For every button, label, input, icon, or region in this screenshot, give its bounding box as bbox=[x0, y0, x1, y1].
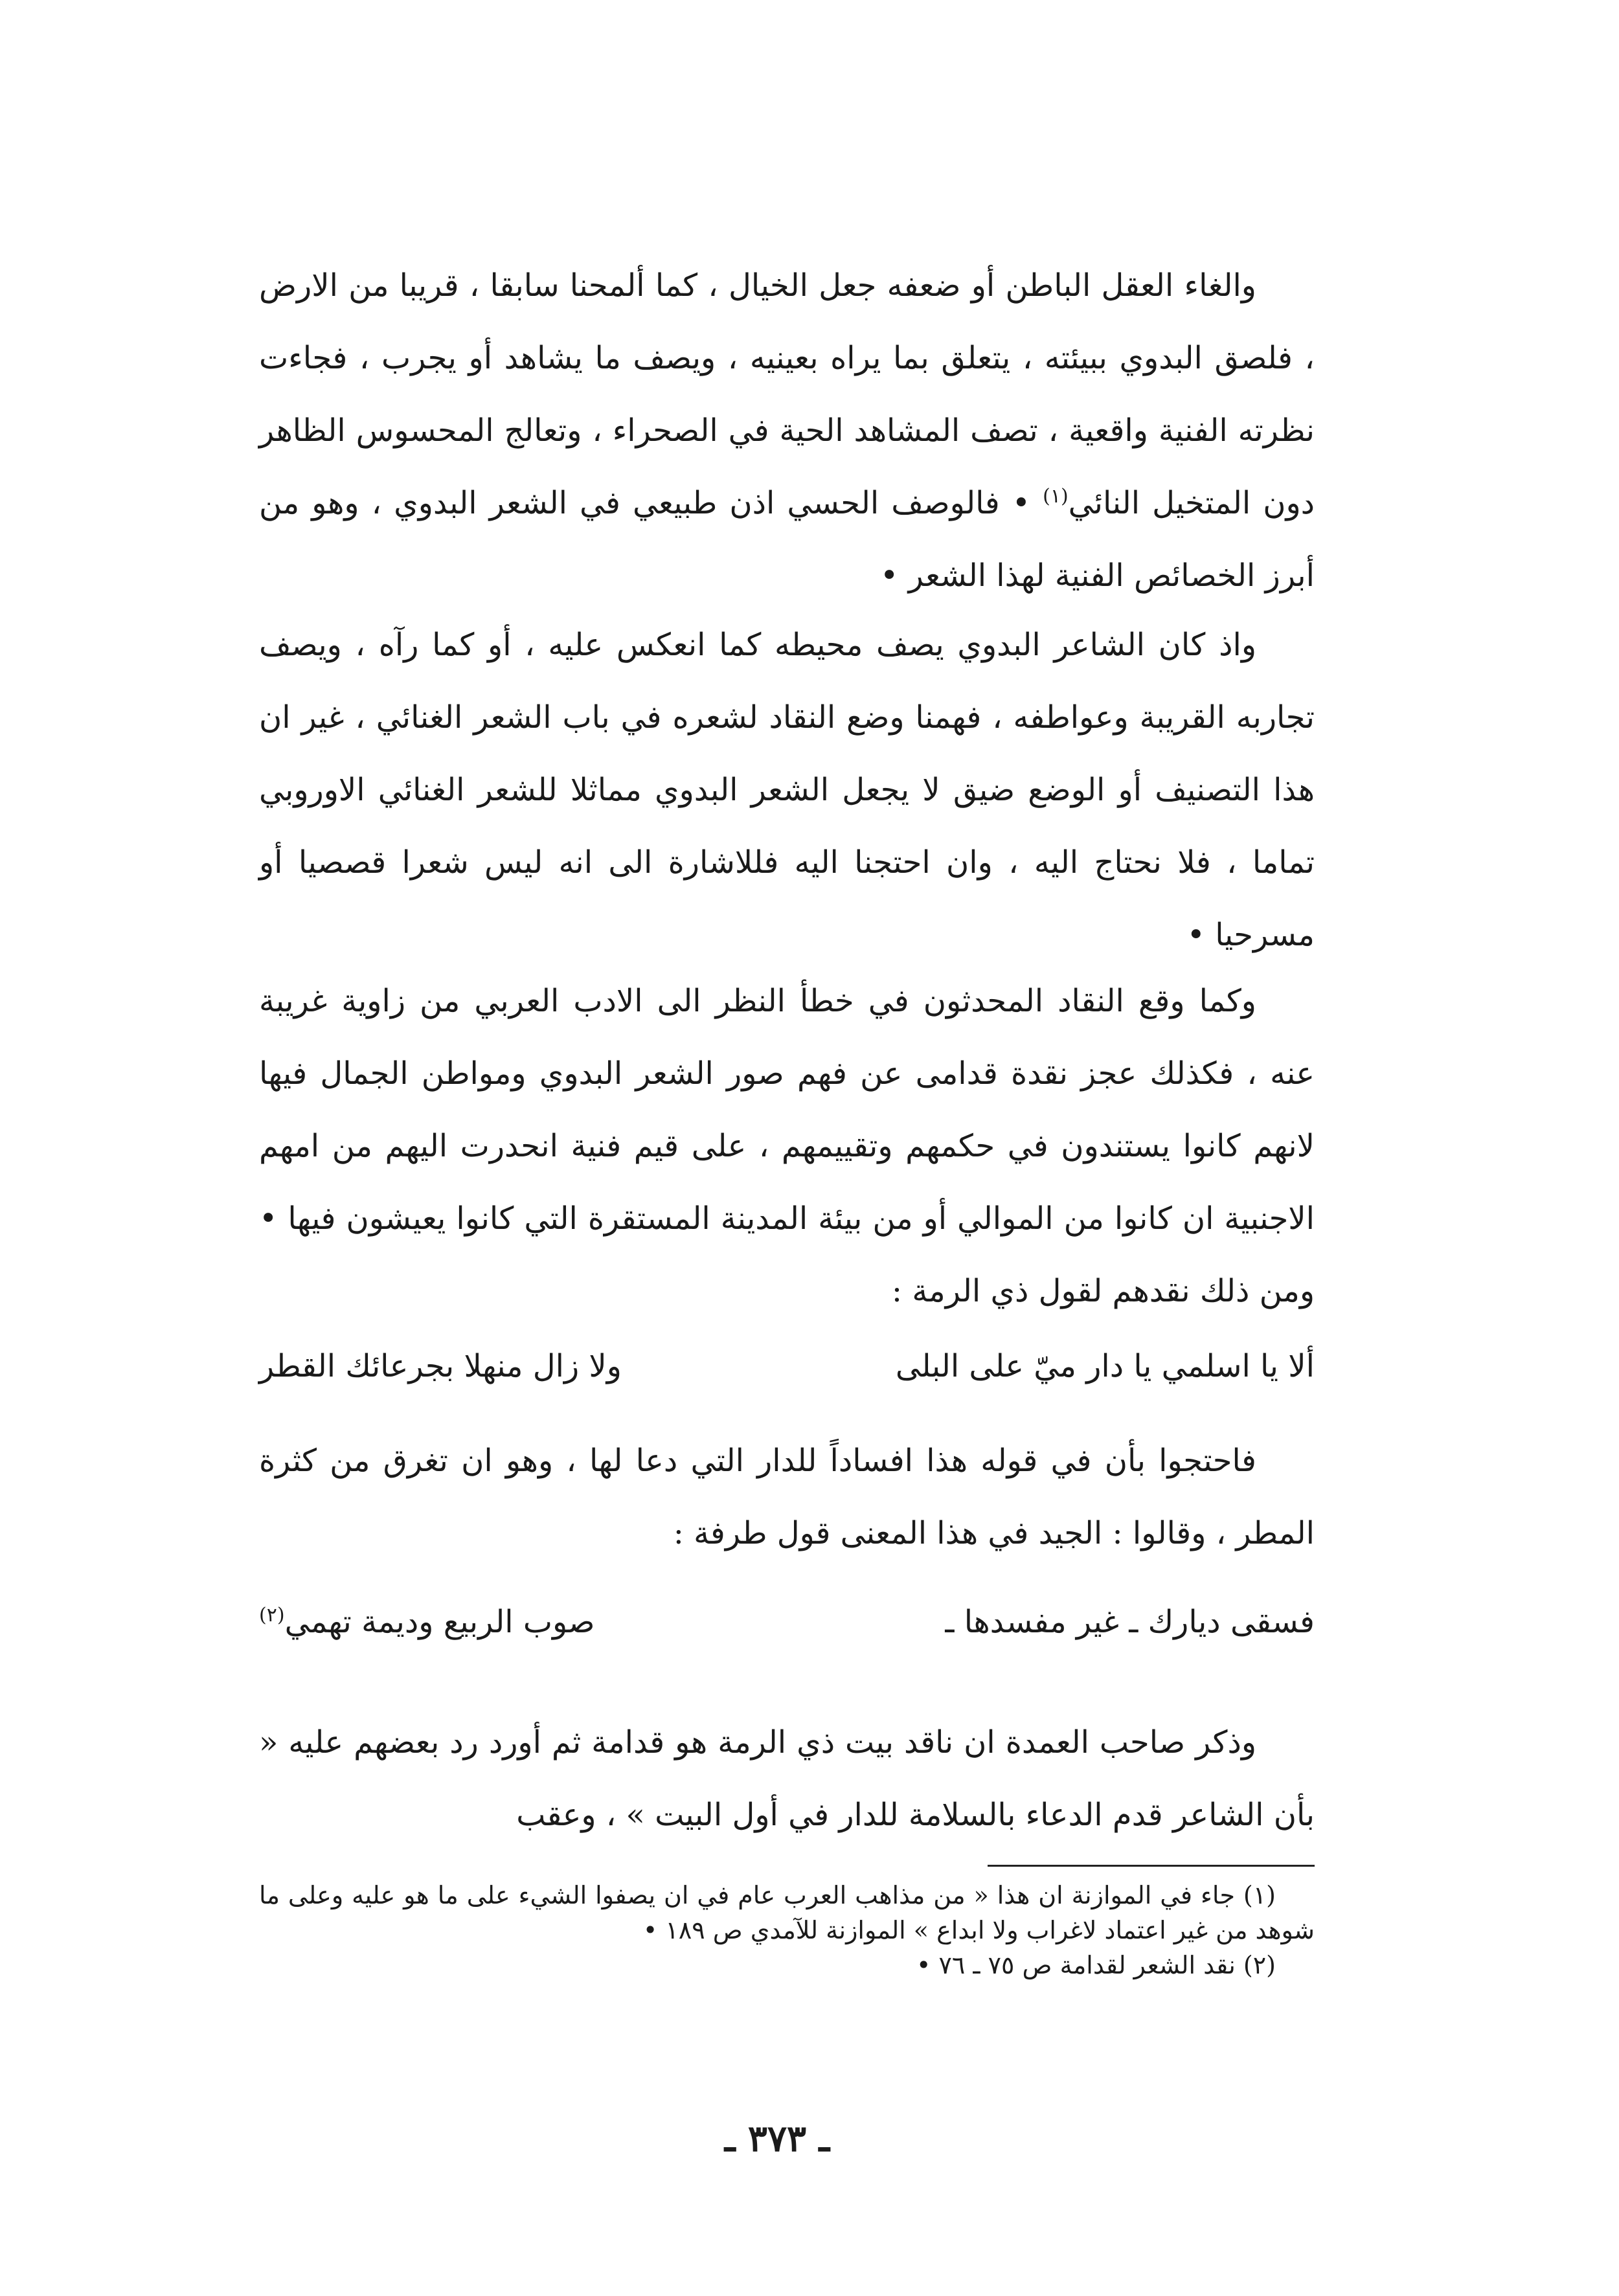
verse-1-second-hemistich: ولا زال منهلا بجرعائك القطر bbox=[259, 1348, 622, 1384]
verse-2-first-hemistich: فسقى ديارك ـ غير مفسدها ـ bbox=[945, 1604, 1315, 1640]
paragraph-5 bbox=[259, 1706, 1315, 1851]
paragraph-4-text: فاحتجوا بأن في قوله هذا افساداً للدار التي دعا لها ، وهو ان تغرق من كثرة المطر ، وقالوا : الجيد في هذا المعنى قول طرفة : bbox=[259, 1443, 1315, 1551]
footnotes bbox=[259, 1878, 1315, 1983]
paragraph-2 bbox=[259, 609, 1315, 971]
footnote-2 bbox=[259, 1948, 1315, 1983]
paragraph-1-end: • فالوصف الحسي اذن طبيعي في الشعر البدوي ، وهو من أبرز الخصائص الفنية لهذا الشعر • bbox=[259, 485, 1315, 594]
footnote-1 bbox=[259, 1878, 1315, 1948]
paragraph-1-text: والغاء العقل الباطن أو ضعفه جعل الخيال ، كما ألمحنا سابقا ، قريبا من الارض ، فلصق البدوي ببيئته ، يتعلق بما يراه بعينيه ، ويصف ما يشاهد أو يجرب ، فجاءت نظرته الفنية واقعية ، تصف المشاهد الحية في الصحراء ، وتعالج المحسوس الظاهر دون المتخيل النائي bbox=[259, 267, 1315, 521]
verse-dhu-al-rumma bbox=[259, 1344, 1315, 1389]
paragraph-1 bbox=[259, 249, 1315, 612]
footnote-divider bbox=[988, 1865, 1315, 1867]
paragraph-5-text: وذكر صاحب العمدة ان ناقد بيت ذي الرمة هو قدامة ثم أورد رد بعضهم عليه « بأن الشاعر قدم الدعاء بالسلامة للدار في أول البيت » ، وعقب bbox=[259, 1724, 1315, 1833]
paragraph-3 bbox=[259, 965, 1315, 1327]
footnote-1-text: (١) جاء في الموازنة ان هذا « من مذاهب العرب عام في ان يصفوا الشيء على ما هو عليه وعلى ما شوهد من غير اعتماد لاغراب ولا ابداع » الموازنة للآمدي ص ١٨٩ • bbox=[259, 1881, 1315, 1944]
paragraph-2-text: واذ كان الشاعر البدوي يصف محيطه كما انعكس عليه ، أو كما رآه ، ويصف تجاربه القريبة وعواطفه ، فهمنا وضع النقاد لشعره في باب الشعر الغنائي ، غير ان هذا التصنيف أو الوضع ضيق لا يجعل الشعر البدوي مماثلا للشعر الغنائي الاوروبي تماما ، فلا نحتاج اليه ، وان احتجنا اليه فللاشارة الى انه ليس شعرا قصصيا أو مسرحيا • bbox=[259, 627, 1315, 953]
footnote-ref-2: (٢) bbox=[259, 1604, 285, 1626]
verse-2-second-hemistich bbox=[259, 1599, 595, 1645]
verse-2-second-text: صوب الربيع وديمة تهمي bbox=[284, 1604, 595, 1640]
paragraph-3-text: وكما وقع النقاد المحدثون في خطأ النظر الى الادب العربي من زاوية غريبة عنه ، فكذلك عجز نقدة قدامى عن فهم صور الشعر البدوي ومواطن الجمال فيها لانهم كانوا يستندون في حكمهم وتقييمهم ، على قيم فنية انحدرت اليهم من امهم الاجنبية ان كانوا من الموالي أو من بيئة المدينة المستقرة التي كانوا يعيشون فيها • ومن ذلك نقدهم لقول ذي الرمة : bbox=[259, 983, 1315, 1309]
page-number: ـ ٣٧٣ ـ bbox=[724, 2117, 830, 2160]
paragraph-4 bbox=[259, 1424, 1315, 1570]
footnote-ref-1: (١) bbox=[1043, 485, 1069, 508]
verse-tarafa bbox=[259, 1599, 1315, 1645]
footnote-2-text: (٢) نقد الشعر لقدامة ص ٧٥ ـ ٧٦ • bbox=[916, 1951, 1276, 1979]
verse-1-first-hemistich: ألا يا اسلمي يا دار ميّ على البلى bbox=[895, 1348, 1315, 1384]
